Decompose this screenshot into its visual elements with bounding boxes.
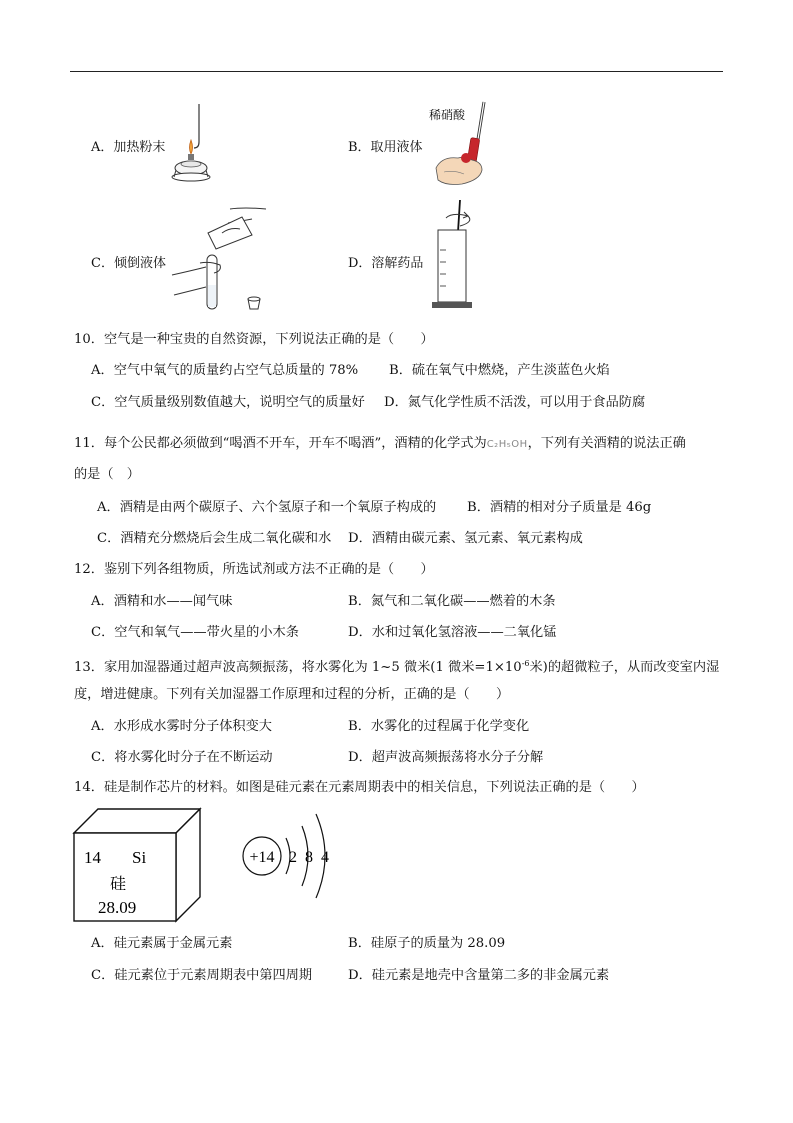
element-atomic-number: 14 xyxy=(84,848,101,867)
q14-option-d: D．硅元素是地壳中含量第二多的非金属元素 xyxy=(348,968,610,983)
q11-option-d: D．酒精由碳元素、氢元素、氧元素构成 xyxy=(348,531,583,546)
q14-option-b: B．硅原子的质量为 28.09 xyxy=(348,936,506,951)
graduated-cylinder-stirring-figure xyxy=(430,200,476,312)
dilute-nitric-acid-label: 稀硝酸 xyxy=(429,108,466,122)
q10-option-c: C．空气质量级别数值越大，说明空气的质量好 xyxy=(91,395,365,410)
alcohol-lamp-heating-figure xyxy=(170,104,212,192)
silicon-atomic-structure-diagram xyxy=(240,808,340,904)
shell-1-electrons: 2 xyxy=(289,849,297,866)
q11-option-b: B．酒精的相对分子质量是 46g xyxy=(467,500,652,515)
q11-stem-pre: 11．每个公民都必须做到“喝酒不开车，开车不喝酒”，酒精的化学式为 xyxy=(74,436,487,451)
silicon-periodic-table-cell xyxy=(70,805,205,925)
q14-option-a: A．硅元素属于金属元素 xyxy=(91,936,233,951)
q13-exponent: -6 xyxy=(521,659,530,668)
q13-option-d: D．超声波高频振荡将水分子分解 xyxy=(348,750,544,765)
element-name: 硅 xyxy=(110,874,127,893)
q11-stem-post: ，下列有关酒精的说法正确 xyxy=(527,436,686,451)
element-symbol: Si xyxy=(132,848,147,867)
q13-stem-post: 米)的超微粒子，从而改变室内湿 xyxy=(529,660,720,675)
pouring-liquid-figure xyxy=(170,205,274,317)
nucleus-charge: +14 xyxy=(249,849,275,866)
element-relative-atomic-mass: 28.09 xyxy=(98,898,137,917)
q10-option-a: A．空气中氧气的质量约占空气总质量的 78% xyxy=(91,363,359,378)
shell-3-electrons: 4 xyxy=(321,849,329,866)
q12-stem: 12．鉴别下列各组物质，所选试剂或方法不正确的是（ ） xyxy=(74,562,434,577)
q12-option-a: A．酒精和水——闻气味 xyxy=(91,594,233,609)
q13-stem-line2: 度，增进健康。下列有关加湿器工作原理和过程的分析，正确的是（ ） xyxy=(74,687,510,702)
q12-option-d: D．水和过氧化氢溶液——二氧化锰 xyxy=(348,625,557,640)
q14-option-c: C．硅元素位于元素周期表中第四周期 xyxy=(91,968,313,983)
shell-2-electrons: 8 xyxy=(305,849,313,866)
q11-stem-line2: 的是（ ） xyxy=(74,467,140,482)
option-b-label: B．取用液体 xyxy=(348,140,423,155)
ethanol-formula: C₂H₅OH xyxy=(486,439,528,450)
q13-option-a: A．水形成水雾时分子体积变大 xyxy=(91,719,272,734)
q13-stem-line1 xyxy=(74,656,719,676)
option-c-label: C．倾倒液体 xyxy=(91,256,166,271)
q13-option-c: C．将水雾化时分子在不断运动 xyxy=(91,750,273,765)
q12-option-b: B．氮气和二氧化碳——燃着的木条 xyxy=(348,594,556,609)
option-d-label: D．溶解药品 xyxy=(348,256,424,271)
q14-stem: 14．硅是制作芯片的材料。如图是硅元素在元素周期表中的相关信息，下列说法正确的是（ ） xyxy=(74,780,645,795)
header-rule xyxy=(70,71,723,72)
q11-option-a: A．酒精是由两个碳原子、六个氢原子和一个氧原子构成的 xyxy=(97,500,437,515)
hand-pipette-figure xyxy=(432,100,494,190)
q10-stem: 10．空气是一种宝贵的自然资源，下列说法正确的是（ ） xyxy=(74,332,434,347)
q12-option-c: C．空气和氧气——带火星的小木条 xyxy=(91,625,299,640)
q11-option-c: C．酒精充分燃烧后会生成二氧化碳和水 xyxy=(97,531,332,546)
q13-stem-pre: 13．家用加湿器通过超声波高频振荡，将水雾化为 1~5 微米(1 微米=1×10 xyxy=(74,660,522,675)
q10-option-b: B．硫在氧气中燃烧，产生淡蓝色火焰 xyxy=(389,363,610,378)
q13-option-b: B．水雾化的过程属于化学变化 xyxy=(348,719,530,734)
option-a-label: A．加热粉末 xyxy=(91,140,166,155)
q11-stem-line1 xyxy=(74,436,686,453)
q10-option-d: D．氮气化学性质不活泼，可以用于食品防腐 xyxy=(384,395,646,410)
